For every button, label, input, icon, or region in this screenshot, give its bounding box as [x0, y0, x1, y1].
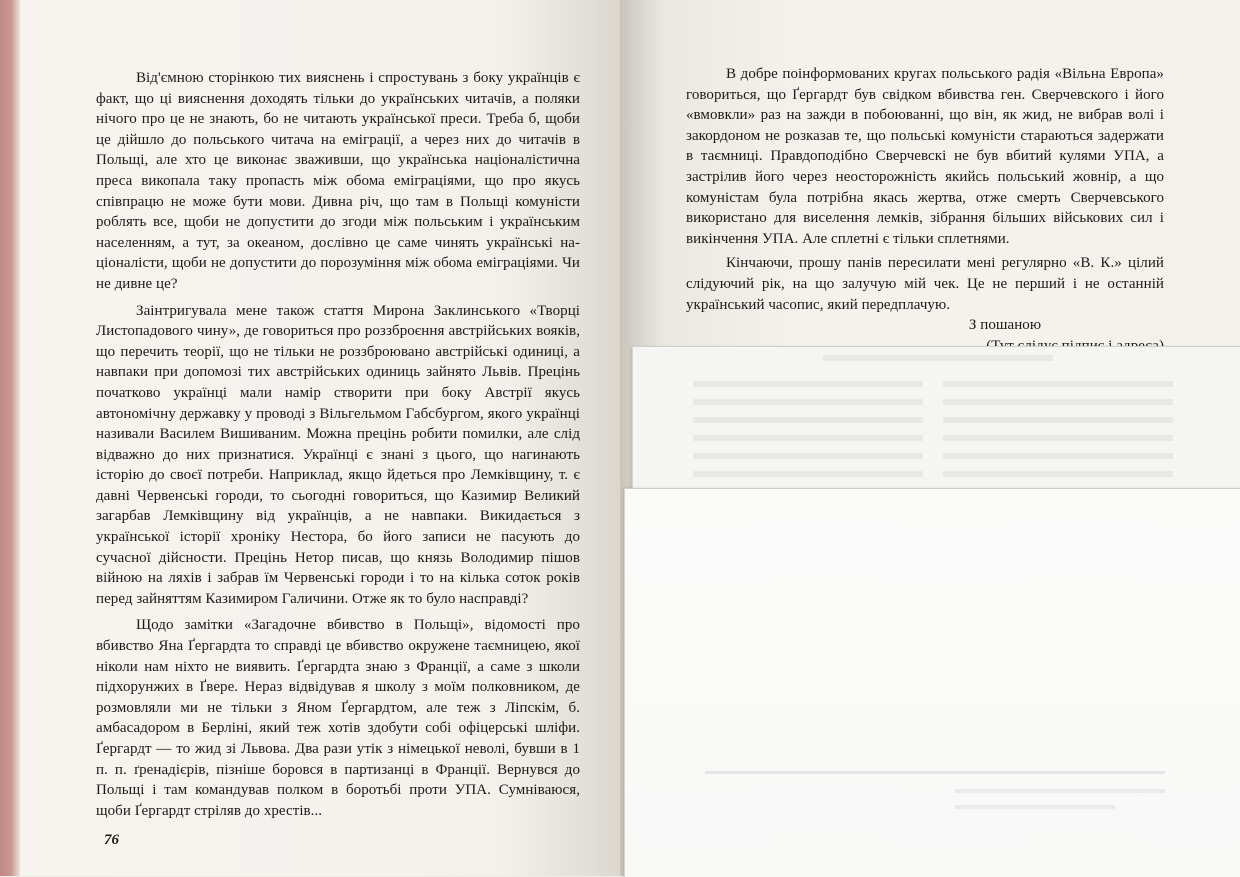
bleed-through-text: [943, 471, 1173, 477]
right-page-text: [686, 64, 1164, 356]
bleed-through-text: [943, 453, 1173, 459]
bleed-through-text: [693, 435, 923, 441]
bleed-through-text: [693, 381, 923, 387]
overlay-paper-sheet: [624, 488, 1240, 877]
bleed-through-text: [693, 453, 923, 459]
bleed-through-text: [943, 435, 1173, 441]
salutation: З пошаною: [968, 317, 1042, 334]
paragraph: Кінчаючи, прошу панів пересилати мені регулярно «В. К.» цілий слідуючий рік, на що залучую мій чек. Це не перший і не останній український часопис, який передплачую.: [686, 255, 1164, 313]
bleed-through-text: [943, 399, 1173, 405]
paragraph: Щодо замітки «Загадочне вбивство в Польщі», відомості про вбивство Яна Ґергардта то справді це вбивство окружене таємницею, якої ніколи нам ніхто не виявить. Ґергардта знаю з Франції, а саме з школи підхорунжих в Ґвере. Нераз відвідував я школу з моїм полковником, де розмовляли ми не тільки з Яном Ґергардтом, але теж з Ліпскім, б. амбасадором в Берліні, який теж хотів здобути собі офіцерські шліфи. Ґергардт — то жид зі Львова. Два рази утік з німецької неволі, бувши в 1 п. п. ґренадієрів, пізніше боровся в партизанці в Франції. Вернувся до Польщі і там командував полком в боротьбі проти УПА. Сумніваюся, щоби Ґергардт стріляв до хрестів...: [96, 617, 580, 819]
book-edge: [0, 0, 20, 876]
bleed-through-text: [823, 355, 1053, 361]
left-page-text: [96, 68, 580, 821]
bleed-through-text: [955, 789, 1165, 793]
bleed-through-text: [943, 381, 1173, 387]
paragraph: Від'ємною сторінкою тих вияснень і спростувань з боку українців є факт, що ці вияснення доходять тільки до українських читачів, а поляки нічого про це не знають, бо не читають української преси. Треба б, щоби це дійшло до польського читача на еміграції, а через них до читачів в Польщі, але хто це виконає зваживши, що українська націоналістична преса викопала таку пропасть між обома еміграціями, що про якусь співпрацю не може бути мови. Дивна річ, що там в Польщі комуністи роблять все, щоби не допустити до згоди між польським і українським населенням, а тут, за океаном, дослівно це саме чинять українські націоналісти, щоби не допустити до порозуміння між обома еміграціями. Чи не дивне це?: [96, 70, 580, 292]
bleed-through-text: [693, 417, 923, 423]
bleed-through-text: [705, 771, 1165, 774]
paragraph: В добре поінформованих кругах польського радія «Вільна Европа» говориться, що Ґергардт був свідком вбивства ген. Сверчевского і його «вмовкли» раз на зажди в побоюванні, що він, як жид, не вибрав волі і закордоном не розказав те, що польські комуністи стараються задержати в таємниці. Правдоподібно Сверчевскі не був вбитий кулями УПА, а застрілив його через неосторожність якийсь польський жовнір, а що комуністам була потрібна якась жертва, отже смерть Сверчевського використано для виселення лемків, зібрання більших військових сил і викінчення УПА. Але сплетні є тільки сплетнями.: [686, 66, 1164, 247]
bleed-through-text: [943, 417, 1173, 423]
bleed-through-text: [693, 471, 923, 477]
bleed-through-text: [693, 399, 923, 405]
bleed-through-text: [955, 805, 1115, 809]
paragraph: Заінтригувала мене також стаття Мирона Заклинського «Творці Листопадового чину», де говориться про роззброєння австрійських вояків, що перечить теорії, що не тільки не роззброювано австрійські одиниці, а навпаки при допомозі тих австрійських одиниць зайнято Львів. Прецінь початково українці мали намір створити при боку Австрії якусь автономічну державку у проводі з Вільгельмом Габсбургом, якого українці називали Василем Вишиваним. Можна прецінь робити помилки, але слід відважно до них признатися. Українці є знані з цього, що нагинають історію до своєї потреби. Наприклад, якщо йдеться про Лемківщину, т. є давні Червенські городи, то сьогодні говориться, що Казимир Великий загарбав Лемківщину від українців, а не навпаки. Викидається з української історії хроніку Нестора, бо його записи не пасують до сучасної дійсности. Прецінь Нетор писав, що князь Володимир пішов війною на ляхів і забрав їм Червенські городи і то на кілька соток років перед зайняттям Казимиром Галичини. Отже як то було насправді?: [96, 302, 580, 607]
page-number: 76: [104, 832, 119, 848]
